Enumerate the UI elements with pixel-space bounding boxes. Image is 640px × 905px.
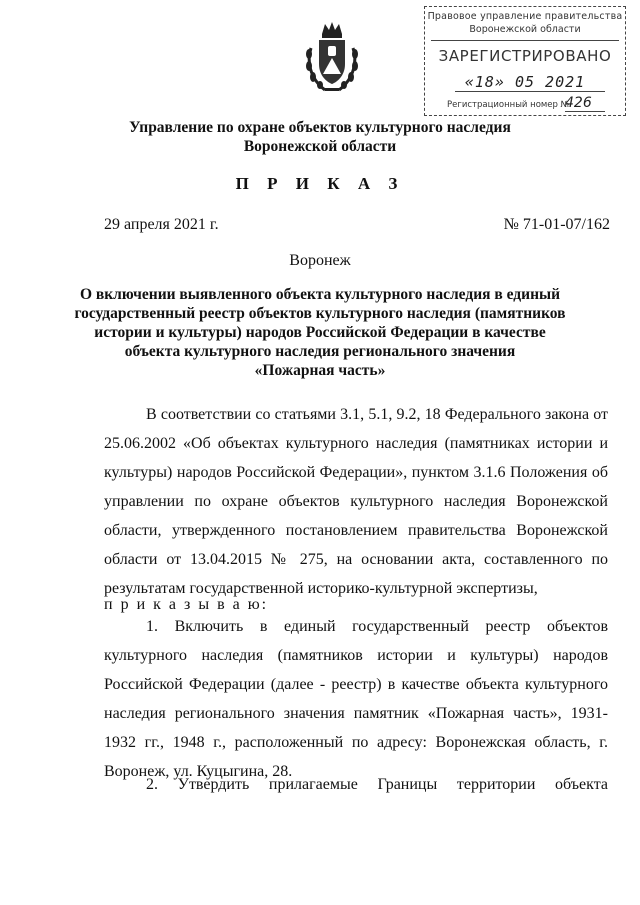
document-title (0, 285, 640, 380)
stamp-handwritten-date: «18» 05 2021 (464, 73, 586, 91)
organization-line-1: Управление по охране объектов культурного наследия (129, 119, 511, 136)
title-line-5: «Пожарная часть» (254, 362, 386, 379)
stamp-line-2: Воронежской области (469, 24, 581, 35)
organization-name (0, 118, 640, 156)
preamble-paragraph: В соответствии со статьями 3.1, 5.1, 9.2, 18 Федерального закона от 25.06.2002 «Об объектах культурного наследия (памятниках истории и культуры) народов Российской Федерации», пунктом 3.1.6 Положения об управлении по охране объектов культурного наследия Воронежской области, утвержденного постановлением правительства Воронежской области от 13.04.2015 № 275, на основании акта, составленного по результатам государственной историко-культурной экспертизы, (104, 406, 608, 597)
order-item-2: 2. Утвердить прилагаемые Границы территории объекта (146, 776, 608, 793)
document-city: Воронеж (289, 252, 351, 269)
coat-of-arms-emblem (303, 20, 361, 96)
stamp-registered-label: ЗАРЕГИСТРИРОВАНО (438, 47, 612, 65)
registration-stamp (424, 6, 626, 116)
title-line-1: О включении выявленного объекта культурного наследия в единый (79, 286, 561, 303)
document-type: П Р И К А З (235, 174, 405, 193)
document-date: 29 апреля 2021 г. (104, 216, 219, 233)
document-number: № 71-01-07/162 (503, 216, 610, 233)
stamp-registration-label: Регистрационный номер № (447, 100, 570, 110)
stamp-handwritten-number: 426 (565, 95, 592, 111)
title-line-3: истории и культуры) народов Российской Федерации в качестве (94, 324, 546, 341)
order-word: п р и к а з ы в а ю: (104, 596, 269, 613)
stamp-line-1: Правовое управление правительства (427, 11, 623, 22)
organization-line-2: Воронежской области (243, 138, 397, 155)
order-item-1: 1. Включить в единый государственный реестр объектов культурного наследия (памятников истории и культуры) народов Российской Федерации (далее - реестр) в качестве объекта культурного наследия регионального значения памятник «Пожарная часть», 1931-1932 гг., 1948 г., расположенный по адресу: Воронежская область, г. Воронеж, ул. Куцыгина, 28. (104, 618, 608, 780)
title-line-2: государственный реестр объектов культурного наследия (памятников (74, 305, 566, 322)
title-line-4: объекта культурного наследия регионального значения (124, 343, 516, 360)
